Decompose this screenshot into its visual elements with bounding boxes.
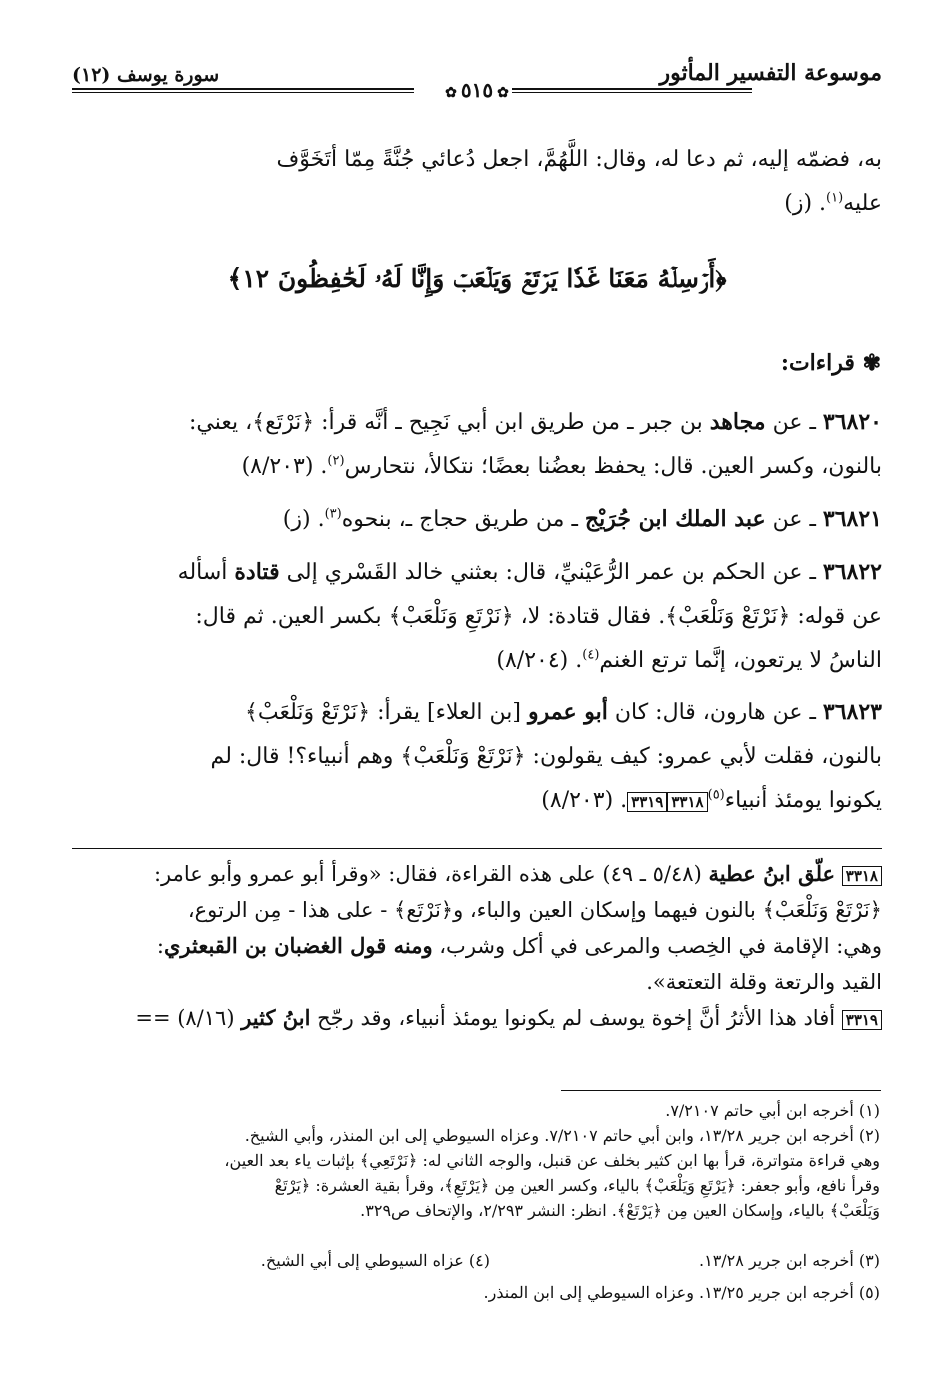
commentary-line: ٣٣١٨ علّق ابنُ عطية (٥/٤٨ ـ ٤٩) على هذه القراءة، فقال: «وقرأ أبو عمرو وأبو عامر: [72,856,882,892]
intro-line-2: عليه$^{(١)}$. (ز) [784,190,882,216]
intro-text [72,138,882,226]
footnote-2-cont: وَيَلْعَبْ﴾ بالياء، وإسكان العين مِن ﴿يَرْتَعْ﴾. انظر: النشر ٢/٢٩٣، والإتحاف ص٣٢٩. [360,1201,880,1220]
footnote-ref: (٢) [327,453,345,469]
narrator-name: عبد الملك ابن جُرَيْج [584,506,766,532]
header-rule-left [72,88,414,93]
footnote-3: (٣) أخرجه ابن جرير ١٣/٢٨. [699,1251,880,1270]
narration-line: الناسُ لا يرتعون، إنَّما ترتع الغنم$^{(٤)}$. (٨/٢٠٤) [496,647,882,673]
commentary-ref-box: ٣٣١٨ [842,866,882,886]
narrator-name: قتادة [234,559,280,585]
scholar-name: ابنُ كثير [241,1005,311,1030]
footnotes-row [90,1248,880,1273]
footnote-5: (٥) أخرجه ابن جرير ١٣/٢٥. وعزاه السيوطي إلى ابن المنذر. [483,1283,880,1302]
ornament-icon: ✿ [497,85,509,101]
separator-rule [72,848,882,849]
narrator-name: مجاهد [709,409,766,435]
commentary-line: ﴿نَرْتَعْ وَنَلْعَبْ﴾ بالنون فيهما وإسكان العين والباء، و﴿نَرْتَع﴾ - على هذا - مِن الرتوع، [187,898,882,922]
narration-line: ٣٦٨٢١ ـ عن عبد الملك ابن جُرَيْج ـ من طريق حجاج ـ، بنحوه$^{(٣)}$. (ز) [282,506,882,532]
narration [72,497,882,542]
footnote-2-cont: وهي قراءة متواترة، قرأ بها ابن كثير بخلف عن قنبل، والوجه الثاني له: ﴿نَرْتَعِي﴾ بإثبات ياء بعد العين، [224,1151,880,1170]
narration [72,550,882,683]
footnote-ref: (٥) [707,787,725,803]
commentary [72,1000,882,1036]
commentary [72,856,882,1000]
narration-number: ٣٦٨٢٣ [822,699,882,725]
commentary-ref-box: ٣٣١٩ [842,1010,882,1030]
footnote-2: (٢) أخرجه ابن جرير ١٣/٢٨، وابن أبي حاتم ٧/٢١٠٧. وعزاه السيوطي إلى ابن المنذر، وأبي الشيخ. [244,1126,880,1145]
header-rule-right [512,88,752,93]
footnote-ref: (٣) [324,506,342,522]
flower-icon: ✾ [854,350,881,376]
narration-line: عن قوله: ﴿نَرْتَعْ وَنَلْعَبْ﴾. فقال قتادة: لا، ﴿نَرْتَعِ وَنَلْعَبْ﴾ بكسر العين. ثم قال: [195,604,882,629]
narration-line: ٣٦٨٢٠ ـ عن مجاهد بن جبر ـ من طريق ابن أبي نَجِيح ـ أنَّه قرأ: ﴿نَرْتَع﴾، يعني: [189,409,882,435]
narration-line: بالنون، وكسر العين. قال: يحفظ بعضُنا بعضًا؛ نتكالأ، نتحارس$^{(٢)}$. (٨/٢٠٣) [241,453,882,479]
footnote-ref: (١) [826,190,844,206]
intro-line-1: به، فضمّه إليه، ثم دعا له، وقال: اللَّهُمَّ، اجعل دُعائي جُنَّةً مِمّا أتَخَوَّف [276,147,882,172]
narration-number: ٣٦٨٢٠ [822,409,882,435]
page-header [72,60,882,108]
narration-number: ٣٦٨٢٢ [822,559,882,585]
section-title: ✾ قراءات: [780,350,881,376]
narration-number: ٣٦٨٢١ [822,506,882,532]
narration [72,400,882,489]
page-number: ✿ ٥١٥ ✿ [445,78,509,102]
narration-line: ٣٦٨٢٣ ـ عن هارون، قال: كان أبو عمرو [بن العلاء] يقرأ: ﴿نَرْتَعْ وَنَلْعَبْ﴾ [245,699,882,725]
commentary-line: وهي: الإقامة في الخِصب والمرعى في أكل وشرب، ومنه قول الغضبان بن القبعثري: [156,933,882,958]
commentary-line: ٣٣١٩ أفاد هذا الأثرُ أنَّ إخوة يوسف لم يكونوا يومئذ أنبياء، وقد رجّح ابنُ كثير (٨/١٦) == [72,1000,882,1036]
commentary-line: القيد والرتعة وقلة التعتعة». [646,970,882,994]
footnote-5-wrap [90,1280,880,1305]
surah-title: سورة يوسف (١٢) [72,64,220,86]
footnote-1: (١) أخرجه ابن أبي حاتم ٧/٢١٠٧. [665,1101,880,1120]
footnotes [90,1098,880,1223]
footnote-2-cont: وقرأ نافع، وأبو جعفر: ﴿يَرْتَعِ وَيَلْعَبْ﴾ بالياء، وكسر العين مِن ﴿يَرْتَعِ﴾، وقرأ بقية العشرة: ﴿يَرْتَعْ [274,1176,880,1195]
ornament-icon: ✿ [445,85,457,101]
narration [72,690,882,823]
footnote-ref: (٤) [582,647,600,663]
narration-line: يكونوا يومئذ أنبياء$^{(٥)}$٣٣١٨٣٣١٩. (٨/٢٠٣) [541,787,882,813]
scholar-name: علّق ابنُ عطية [708,861,836,886]
narration-line: ٣٦٨٢٢ ـ عن الحكم بن عمر الرُّعَيْنيِّ، قال: بعثني خالد القَسْري إلى قتادة أسأله [177,559,882,585]
book-title: موسوعة التفسير المأثور [659,60,882,86]
commentary-ref-box: ٣٣١٨ [667,792,707,812]
narrator-name: أبو عمرو [527,699,608,725]
commentary-ref-box: ٣٣١٩ [627,792,667,812]
footnote-rule [561,1090,881,1091]
narration-line: بالنون، فقلت لأبي عمرو: كيف يقولون: ﴿نَرْتَعْ وَنَلْعَبْ﴾ وهم أنبياء؟! قال: لم [210,744,882,769]
footnote-4: (٤) عزاه السيوطي إلى أبي الشيخ. [260,1251,490,1270]
quran-verse: ﴿أَرۡسِلۡهُ مَعَنَا غَدٗا يَرۡتَعۡ وَيَلۡعَبۡ وَإِنَّا لَهُۥ لَحَٰفِظُونَ ١٢﴾ [227,264,727,293]
